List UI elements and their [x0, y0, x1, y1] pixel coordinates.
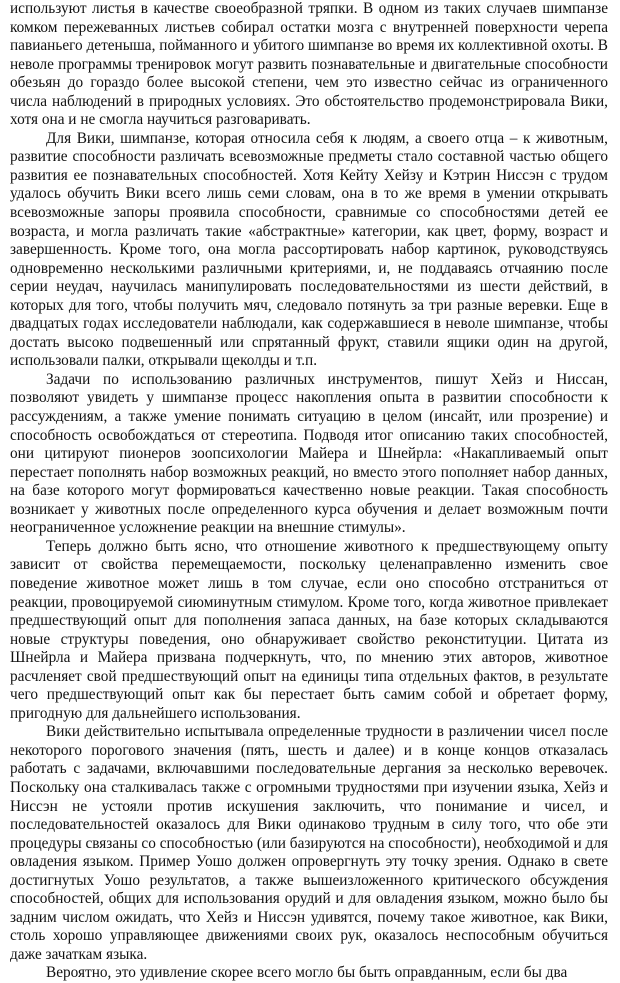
paragraph-3: Задачи по использованию различных инструментов, пишут Хейз и Ниссан, позволяют увидеть у шимпанзе процесс накопления опыта в развитии способности к рассуждениям, а также умение понимать ситуацию в целом (инсайт, или прозрение) и способность освобождаться от стереотипа. Подводя итог описанию таких способностей, они цитируют пионеров зоопсихологии Майера и Шнейрла: «Накапливаемый опыт перестает пополнять набор возможных реакций, но вместо этого пополняет набор данных, на базе которого могут формироваться качественно новые реакции. Такая способность возникает у животных после определенного курса обучения и делает возможным почти неограниченное усложнение реакции на внешние стимулы».	[10, 370, 608, 537]
paragraph-1: используют листья в качестве своеобразной тряпки. В одном из таких случаев шимпанзе комком пережеванных листьев собирал остатки мозга с внутренней поверхности черепа павианьего детеныша, пойманного и убитого шимпанзе во время их коллективной охоты. В неволе программы тренировок могут развить познавательные и двигательные способности обезьян до гораздо более высокой степени, чем это известно сейчас из ограниченного числа наблюдений в природных условиях. Это обстоятельство продемонстрировала Вики, хотя она и не смогла научиться разговаривать.	[10, 0, 608, 129]
paragraph-6: Вероятно, это удивление скорее всего могло бы быть оправданным, если бы два	[46, 964, 568, 982]
paragraph-2: Для Вики, шимпанзе, которая относила себя к людям, а своего отца – к животным, развитие способности различать всевозможные предметы стало составной частью общего развития ее познавательных способностей. Хотя Кейту Хейзу и Кэтрин Ниссэн с трудом удалось обучить Вики всего лишь семи словам, она в то же время в умении открывать всевозможные запоры проявила способности, сравнимые со способностями детей ее возраста, и могла различать такие «абстрактные» категории, как цвет, форму, возраст и завершенность. Кроме того, она могла рассортировать набор картинок, руководствуясь одновременно несколькими различными критериями, и, не поддаваясь отчаянию после серии неудач, научилась манипулировать последовательностями из шести действий, в которых для того, чтобы получить мяч, следовало потянуть за три разные веревки. Еще в двадцатых годах исследователи наблюдали, как содержавшиеся в неволе шимпанзе, чтобы достать высоко подвешенный или спрятанный фрукт, ставили ящики один на другой, использовали палки, открывали щеколды и т.п.	[10, 129, 608, 370]
paragraph-4: Теперь должно быть ясно, что отношение животного к предшествующему опыту зависит от свойства перемещаемости, поскольку целенаправленно изменить свое поведение животное может лишь в том случае, если оно способно отстраниться от реакции, провоцируемой сиюминутным стимулом. Кроме того, когда животное привлекает предшествующий опыт для пополнения запаса данных, на базе которых складываются новые структуры поведения, оно обнаруживает свойство реконституции. Цитата из Шнейрла и Майера призвана подчеркнуть, что, по мнению этих авторов, животное расчленяет свой предшествующий опыт на единицы типа отдельных фактов, в результате чего предшествующий опыт как бы перестает быть самим собой и обретает форму, пригодную для дальнейшего использования.	[10, 537, 608, 722]
paragraph-5: Вики действительно испытывала определенные трудности в различении чисел после некоторого порогового значения (пять, шесть и далее) и в конце концов отказалась работать с задачами, включавшими последовательные дергания за несколько веревочек. Поскольку она сталкивалась также с огромными трудностями при изучении языка, Хейз и Ниссэн не устояли против искушения заключить, что понимание и чисел, и последовательностей оказалось для Вики одинаково трудным в силу того, что обе эти процедуры связаны со способностью (или базируются на способности), необходимой и для овладения языком. Пример Уошо должен опровергнуть эту точку зрения. Однако в свете достигнутых Уошо результатов, а также вышеизложенного критического обсуждения способностей, общих для использования орудий и для овладения языком, можно было бы задним числом ожидать, что Хейз и Ниссэн удивятся, почему такое животное, как Вики, столь хорошо управляющее движениями своих рук, оказалось неспособным обучиться даже зачаткам языка.	[10, 723, 608, 963]
